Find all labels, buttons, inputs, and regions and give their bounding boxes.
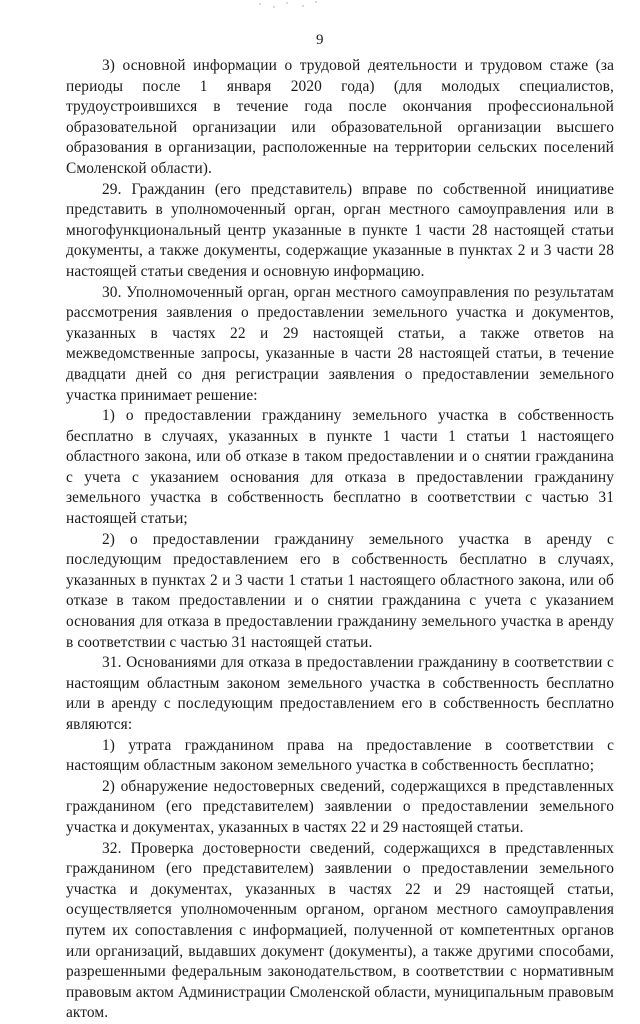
paragraph-28-item-3: 3) основной информации о трудовой деятельности и трудовом стаже (за периоды после 1 января 2020 года) (для молодых специалистов, трудоустроившихся в течение года после окончания профессиональной образовательной организации или образовательной организации высшего образования в организации, расположенные на территории сельских поселений Смоленской области).	[66, 57, 614, 177]
paragraph-30: 30. Уполномоченный орган, орган местного самоуправления по результатам рассмотрения заявления о предоставлении земельного участка и документов, указанных в частях 22 и 29 настоящей статьи, а также ответов на межведомственные запросы, указанные в части 28 настоящей статьи, в течение двадцати дней со дня регистрации заявления о предоставлении земельного участка принимает решение:	[66, 283, 614, 404]
paragraph-31-item-2: 2) обнаружение недостоверных сведений, содержащихся в представленных гражданином (его представителем) заявлении о предоставлении земельного участка и документах, указанных в частях 22 и 29 настоящей статьи.	[66, 777, 614, 836]
paragraph-30-item-2: 2) о предоставлении гражданину земельного участка в аренду с последующим предоставлением его в собственность бесплатно в случаях, указанных в пунктах 2 и 3 части 1 статьи 1 настоящего областного закона, или об отказе в таком предоставлении и о снятии гражданина с учета с указанием основания для отказа в предоставлении гражданину земельного участка в аренду в соответствии с частью 31 настоящей статьи.	[66, 530, 614, 651]
page-number: 9	[316, 32, 324, 48]
paragraph-31: 31. Основаниями для отказа в предоставлении гражданину в соответствии с настоящим областным законом земельного участка в собственность бесплатно или в аренду с последующим предоставлением его в собственность бесплатно являются:	[66, 654, 614, 733]
paragraph-32: 32. Проверка достоверности сведений, содержащихся в представленных гражданином (его представителем) заявлении о предоставлении земельного участка и документах, указанных в частях 22 и 29 настоящей статьи, осуществляется уполномоченным органом, органом местного самоуправления путем их сопоставления с информацией, полученной от компетентных органов или организаций, выдавших документ (документы), а также другими способами, разрешенными федеральным законодательством, в соответствии с нормативным правовым актом Администрации Смоленской области, муниципальным правовым актом.	[66, 839, 614, 1022]
paragraph-29: 29. Гражданин (его представитель) вправе по собственной инициативе представить в уполномоченный орган, орган местного самоуправления или в многофункциональный центр указанные в пункте 1 части 28 настоящей статьи документы, а также документы, содержащие указанные в пунктах 2 и 3 части 28 настоящей статьи сведения и основную информацию.	[66, 180, 614, 280]
paragraph-31-item-1: 1) утрата гражданином права на предоставление в соответствии с настоящим областным законом земельного участка в собственность бесплатно;	[66, 736, 614, 775]
paragraph-30-item-1: 1) о предоставлении гражданину земельного участка в собственность бесплатно в случаях, указанных в пункте 1 части 1 статьи 1 настоящего областного закона, или об отказе в таком предоставлении и о снятии гражданина с учета с указанием основания для отказа в предоставлении гражданину земельного участка в собственность бесплатно в соответствии с частью 31 настоящей статьи;	[66, 407, 614, 528]
document-body	[66, 56, 614, 1024]
scan-noise	[255, 0, 325, 10]
